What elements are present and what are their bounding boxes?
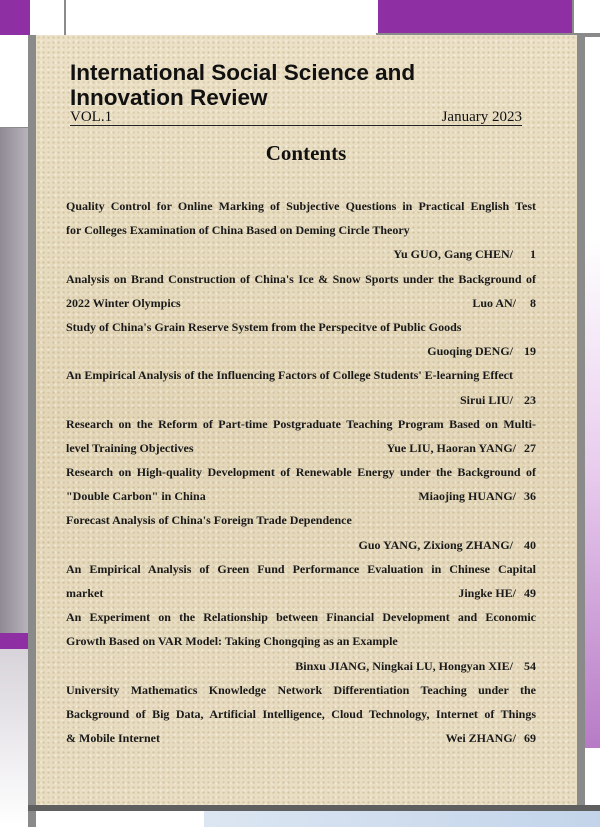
toc-author-line: [66, 654, 536, 678]
bottom-blue-strip: [204, 811, 600, 827]
left-purple-accent: [0, 633, 28, 649]
toc-title-line[interactable]: level Training Objectives: [66, 440, 194, 455]
toc-page-number: 27: [524, 440, 536, 455]
top-right-corner-block: [572, 0, 600, 33]
toc-title-line[interactable]: "Double Carbon" in China: [66, 489, 206, 504]
toc-page-number: 40: [524, 537, 536, 552]
toc-authors: Binxu JIANG, Ningkai LU, Hongyan XIE/: [295, 658, 513, 673]
toc-title-line[interactable]: for Colleges Examination of China Based on Deming Circle Theory: [66, 223, 410, 238]
toc-authors: Sirui LIU/: [459, 392, 513, 407]
toc-title-line[interactable]: Analysis on Brand Construction of China's Ice & Snow Sports under the Background of: [66, 271, 536, 286]
toc-title-line[interactable]: Research on the Reform of Part-time Postgraduate Teaching Program Based on Multi-: [66, 416, 536, 431]
toc-page-number: 23: [524, 392, 536, 407]
right-gradient-panel: [585, 238, 600, 748]
toc-page-number: 36: [524, 489, 536, 504]
toc-authors: Wei ZHANG/: [445, 731, 516, 746]
top-right-purple-block: [378, 0, 572, 33]
toc-authors: Yue LIU, Haoran YANG/: [386, 440, 516, 455]
toc-title-line[interactable]: & Mobile Internet: [66, 731, 160, 746]
toc-page-number: 19: [524, 344, 536, 359]
toc-title-line[interactable]: University Mathematics Knowledge Network Differentiation Teaching under the: [66, 682, 536, 697]
top-left-purple-block: [0, 0, 30, 35]
toc-entry-last-line: [66, 726, 536, 750]
toc-title-line[interactable]: An Empirical Analysis of Green Fund Performance Evaluation in Chinese Capital: [66, 561, 536, 576]
toc-authors: Jingke HE/: [458, 586, 516, 600]
toc-title-line[interactable]: market: [66, 586, 104, 600]
toc-author-line: [66, 242, 536, 266]
toc-author-line: [66, 533, 536, 557]
toc-title-line[interactable]: Forecast Analysis of China's Foreign Trade Dependence: [66, 513, 352, 528]
bottom-white-strip: [36, 811, 204, 827]
header-rule: [70, 125, 522, 126]
toc-title-line[interactable]: Background of Big Data, Artificial Intelligence, Cloud Technology, Internet of Things: [66, 706, 536, 721]
toc-author-line: [66, 388, 536, 412]
toc-title-line[interactable]: Growth Based on VAR Model: Taking Chongqing as an Example: [66, 634, 398, 649]
left-bottom-panel: [0, 649, 28, 827]
toc-authors: Luo AN/: [472, 295, 516, 310]
journal-title: International Social Science and Innovation Review: [70, 60, 416, 110]
toc-title-line[interactable]: An Empirical Analysis of the Influencing Factors of College Students' E-learning Effect: [66, 368, 513, 383]
toc-authors: Miaojing HUANG/: [418, 489, 516, 504]
toc-authors: Yu GUO, Gang CHEN/: [393, 247, 513, 262]
toc-authors: Guo YANG, Zixiong ZHANG/: [358, 537, 513, 552]
toc-page-number: 69: [524, 731, 536, 746]
toc-title-line[interactable]: Research on High-quality Development of Renewable Energy under the Background of: [66, 465, 536, 480]
toc-entry-last-line: [66, 581, 536, 605]
table-of-contents: [66, 194, 536, 750]
toc-title-line[interactable]: 2022 Winter Olympics: [66, 295, 181, 310]
toc-title-line[interactable]: Quality Control for Online Marking of Subjective Questions in Practical English Test: [66, 199, 536, 213]
contents-heading: Contents: [265, 141, 347, 165]
toc-page-number: 8: [530, 295, 536, 310]
toc-page-number: 54: [524, 658, 536, 673]
toc-page-number: 49: [524, 586, 536, 600]
volume-label: VOL.1: [70, 109, 113, 125]
toc-title-line[interactable]: Study of China's Grain Reserve System from the Perspecitve of Public Goods: [66, 319, 462, 334]
toc-entry-last-line: [66, 436, 536, 460]
toc-author-line: [66, 339, 536, 363]
toc-title-line[interactable]: An Experiment on the Relationship between Financial Development and Economic: [66, 610, 536, 625]
left-top-white-panel: [0, 35, 28, 129]
left-purple-panel: [0, 128, 28, 633]
issue-date: January 2023: [441, 109, 522, 125]
top-white-band: [64, 0, 380, 35]
toc-entry-last-line: [66, 484, 536, 508]
toc-authors: Guoqing DENG/: [427, 344, 513, 359]
toc-page-number: 1: [530, 247, 536, 262]
toc-entry-last-line: [66, 291, 536, 315]
